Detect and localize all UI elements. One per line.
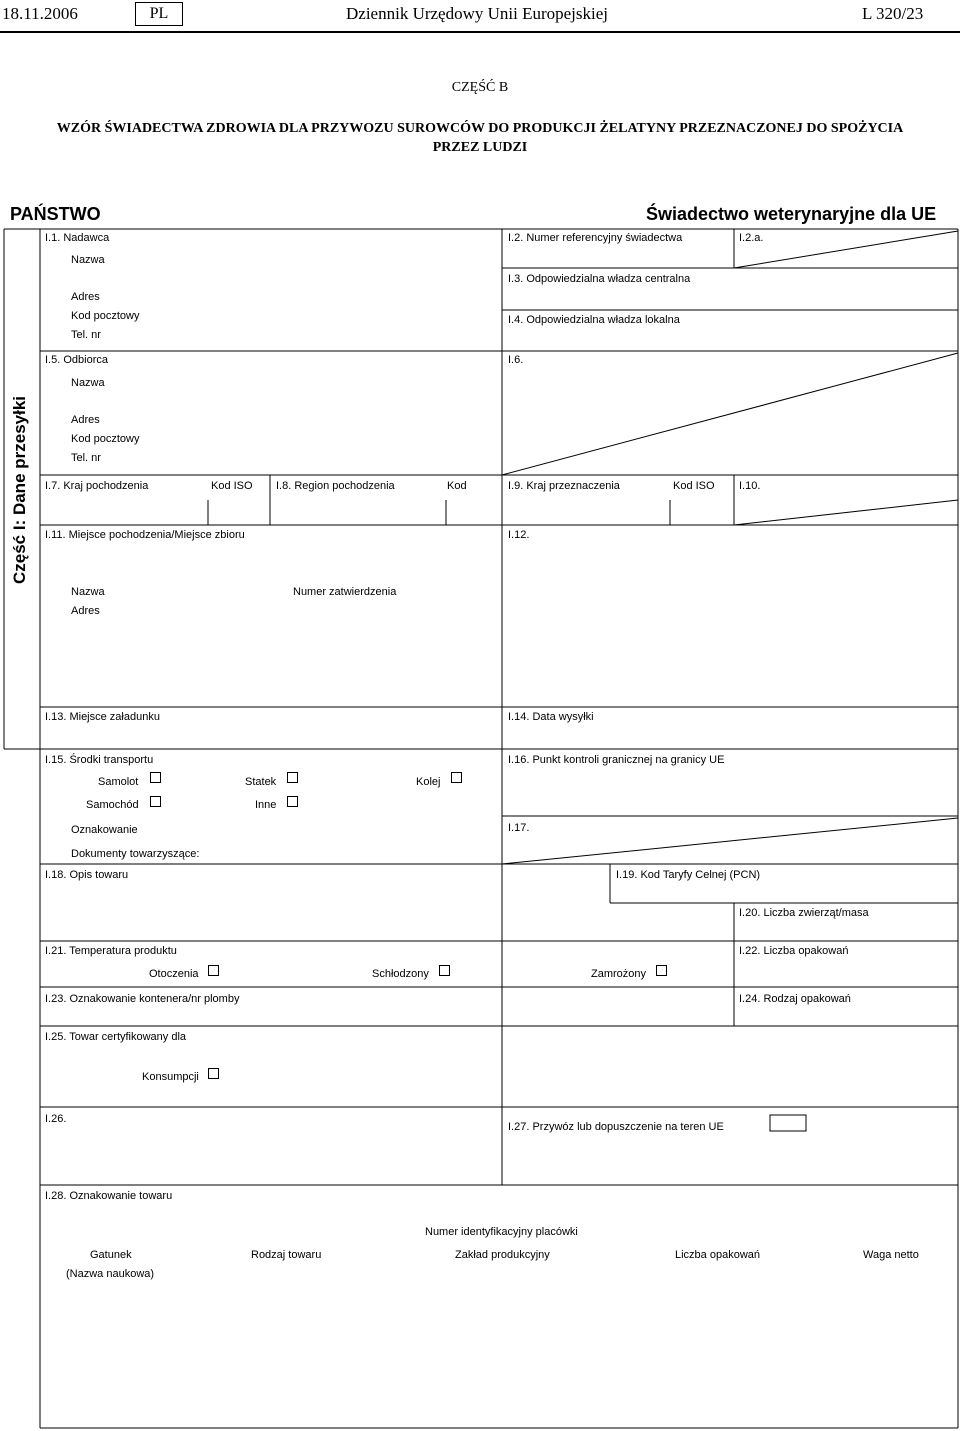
temp-chilled-label: Schłodzony xyxy=(372,968,429,980)
field-i3-label: I.3. Odpowiedzialna władza centralna xyxy=(508,273,691,285)
field-i21-label: I.21. Temperatura produktu xyxy=(45,945,177,957)
field-i22-label: I.22. Liczba opakowań xyxy=(739,945,849,957)
field-i7-label: I.7. Kraj pochodzenia xyxy=(45,480,149,492)
transport-plane-checkbox[interactable] xyxy=(150,772,161,783)
field-i11-address[interactable]: Adres xyxy=(71,605,100,617)
field-i18-label: I.18. Opis towaru xyxy=(45,869,129,881)
transport-other-checkbox[interactable] xyxy=(287,796,298,807)
temp-frozen-checkbox[interactable] xyxy=(656,965,667,976)
col-scientific-name: (Nazwa naukowa) xyxy=(66,1268,155,1280)
header-date: 18.11.2006 xyxy=(2,4,78,23)
transport-other-label: Inne xyxy=(255,799,277,811)
field-i11-label: I.11. Miejsce pochodzenia/Miejsce zbioru xyxy=(45,529,245,541)
field-i1-address[interactable]: Adres xyxy=(71,291,100,303)
field-i19-label: I.19. Kod Taryfy Celnej (PCN) xyxy=(616,869,761,881)
field-i11-name[interactable]: Nazwa xyxy=(71,586,105,598)
country-heading: PAŃSTWO xyxy=(10,204,101,224)
field-i26-label: I.26. xyxy=(45,1113,67,1125)
field-i28-label: I.28. Oznakowanie towaru xyxy=(45,1190,173,1202)
field-i1-phone[interactable]: Tel. nr xyxy=(71,329,101,341)
field-i14-label: I.14. Data wysyłki xyxy=(508,711,594,723)
field-i23-label: I.23. Oznakowanie kontenera/nr plomby xyxy=(45,993,240,1005)
field-i12-label: I.12. xyxy=(508,529,530,541)
part-heading: CZĘŚĆ B xyxy=(451,80,509,95)
transport-rail-label: Kolej xyxy=(416,776,441,788)
language-badge: PL xyxy=(135,2,183,26)
field-i16-label: I.16. Punkt kontroli granicznej na granicy UE xyxy=(508,754,725,766)
field-i2-label: I.2. Numer referencyjny świadectwa xyxy=(508,232,683,244)
side-label: Część I: Dane przesyłki xyxy=(10,395,29,585)
col-establishment-id: Numer identyfikacyjny placówki xyxy=(425,1226,578,1238)
field-i9-label: I.9. Kraj przeznaczenia xyxy=(508,480,620,492)
field-i13-label: I.13. Miejsce załadunku xyxy=(45,711,160,723)
document-title-line1: WZÓR ŚWIADECTWA ZDROWIA DLA PRZYWOZU SUROWCÓW DO PRODUKCJI ŻELATYNY PRZEZNACZONEJ DO SPOŻYCIA xyxy=(56,121,904,136)
transport-road-checkbox[interactable] xyxy=(150,796,161,807)
page-number: L 320/23 xyxy=(862,4,924,23)
field-i5-name[interactable]: Nazwa xyxy=(71,377,105,389)
field-i5-address[interactable]: Adres xyxy=(71,414,100,426)
col-number-of-packages: Liczba opakowań xyxy=(675,1249,761,1261)
transport-plane-label: Samolot xyxy=(98,776,139,788)
field-i1-postcode[interactable]: Kod pocztowy xyxy=(71,310,140,322)
field-i11-approval-number[interactable]: Numer zatwierdzenia xyxy=(293,586,397,598)
document-title-line2: PRZEZ LUDZI xyxy=(432,140,528,155)
field-i15-documents[interactable]: Dokumenty towarzyszące: xyxy=(71,848,200,860)
transport-ship-label: Statek xyxy=(245,776,277,788)
field-i4-label: I.4. Odpowiedzialna władza lokalna xyxy=(508,314,680,326)
field-i8-code: Kod xyxy=(447,480,467,492)
field-i10-label: I.10. xyxy=(739,480,761,492)
field-i1-name[interactable]: Nazwa xyxy=(71,254,105,266)
transport-rail-checkbox[interactable] xyxy=(451,772,462,783)
consumption-label: Konsumpcji xyxy=(142,1071,199,1083)
field-i20-label: I.20. Liczba zwierząt/masa xyxy=(739,907,869,919)
field-i15-label: I.15. Środki transportu xyxy=(45,754,154,766)
field-i15-marking[interactable]: Oznakowanie xyxy=(71,824,138,836)
col-manufacturing-plant: Zakład produkcyjny xyxy=(455,1249,550,1261)
col-commodity-type: Rodzaj towaru xyxy=(251,1249,322,1261)
temp-chilled-checkbox[interactable] xyxy=(439,965,450,976)
journal-title: Dziennik Urzędowy Unii Europejskiej xyxy=(346,4,609,23)
field-i5-phone[interactable]: Tel. nr xyxy=(71,452,101,464)
consumption-checkbox[interactable] xyxy=(208,1068,219,1079)
col-species: Gatunek xyxy=(90,1249,132,1261)
field-i9-iso: Kod ISO xyxy=(673,480,715,492)
field-i25-label: I.25. Towar certyfikowany dla xyxy=(45,1031,187,1043)
field-i5-postcode[interactable]: Kod pocztowy xyxy=(71,433,140,445)
field-i5-label: I.5. Odbiorca xyxy=(45,354,108,366)
field-i27-label: I.27. Przywóz lub dopuszczenie na teren UE xyxy=(508,1121,724,1133)
transport-ship-checkbox[interactable] xyxy=(287,772,298,783)
transport-road-label: Samochód xyxy=(86,799,139,811)
field-i1-label: I.1. Nadawca xyxy=(45,232,110,244)
field-i6-label: I.6. xyxy=(508,354,524,366)
temp-frozen-label: Zamrożony xyxy=(591,968,647,980)
col-net-weight: Waga netto xyxy=(863,1249,919,1261)
certificate-heading: Świadectwo weterynaryjne dla UE xyxy=(646,204,937,224)
field-i24-label: I.24. Rodzaj opakowań xyxy=(739,993,851,1005)
field-i8-label: I.8. Region pochodzenia xyxy=(276,480,395,492)
field-i7-iso: Kod ISO xyxy=(211,480,253,492)
temp-ambient-label: Otoczenia xyxy=(149,968,199,980)
field-i17-label: I.17. xyxy=(508,822,530,834)
temp-ambient-checkbox[interactable] xyxy=(208,965,219,976)
field-i2a-label: I.2.a. xyxy=(739,232,764,244)
